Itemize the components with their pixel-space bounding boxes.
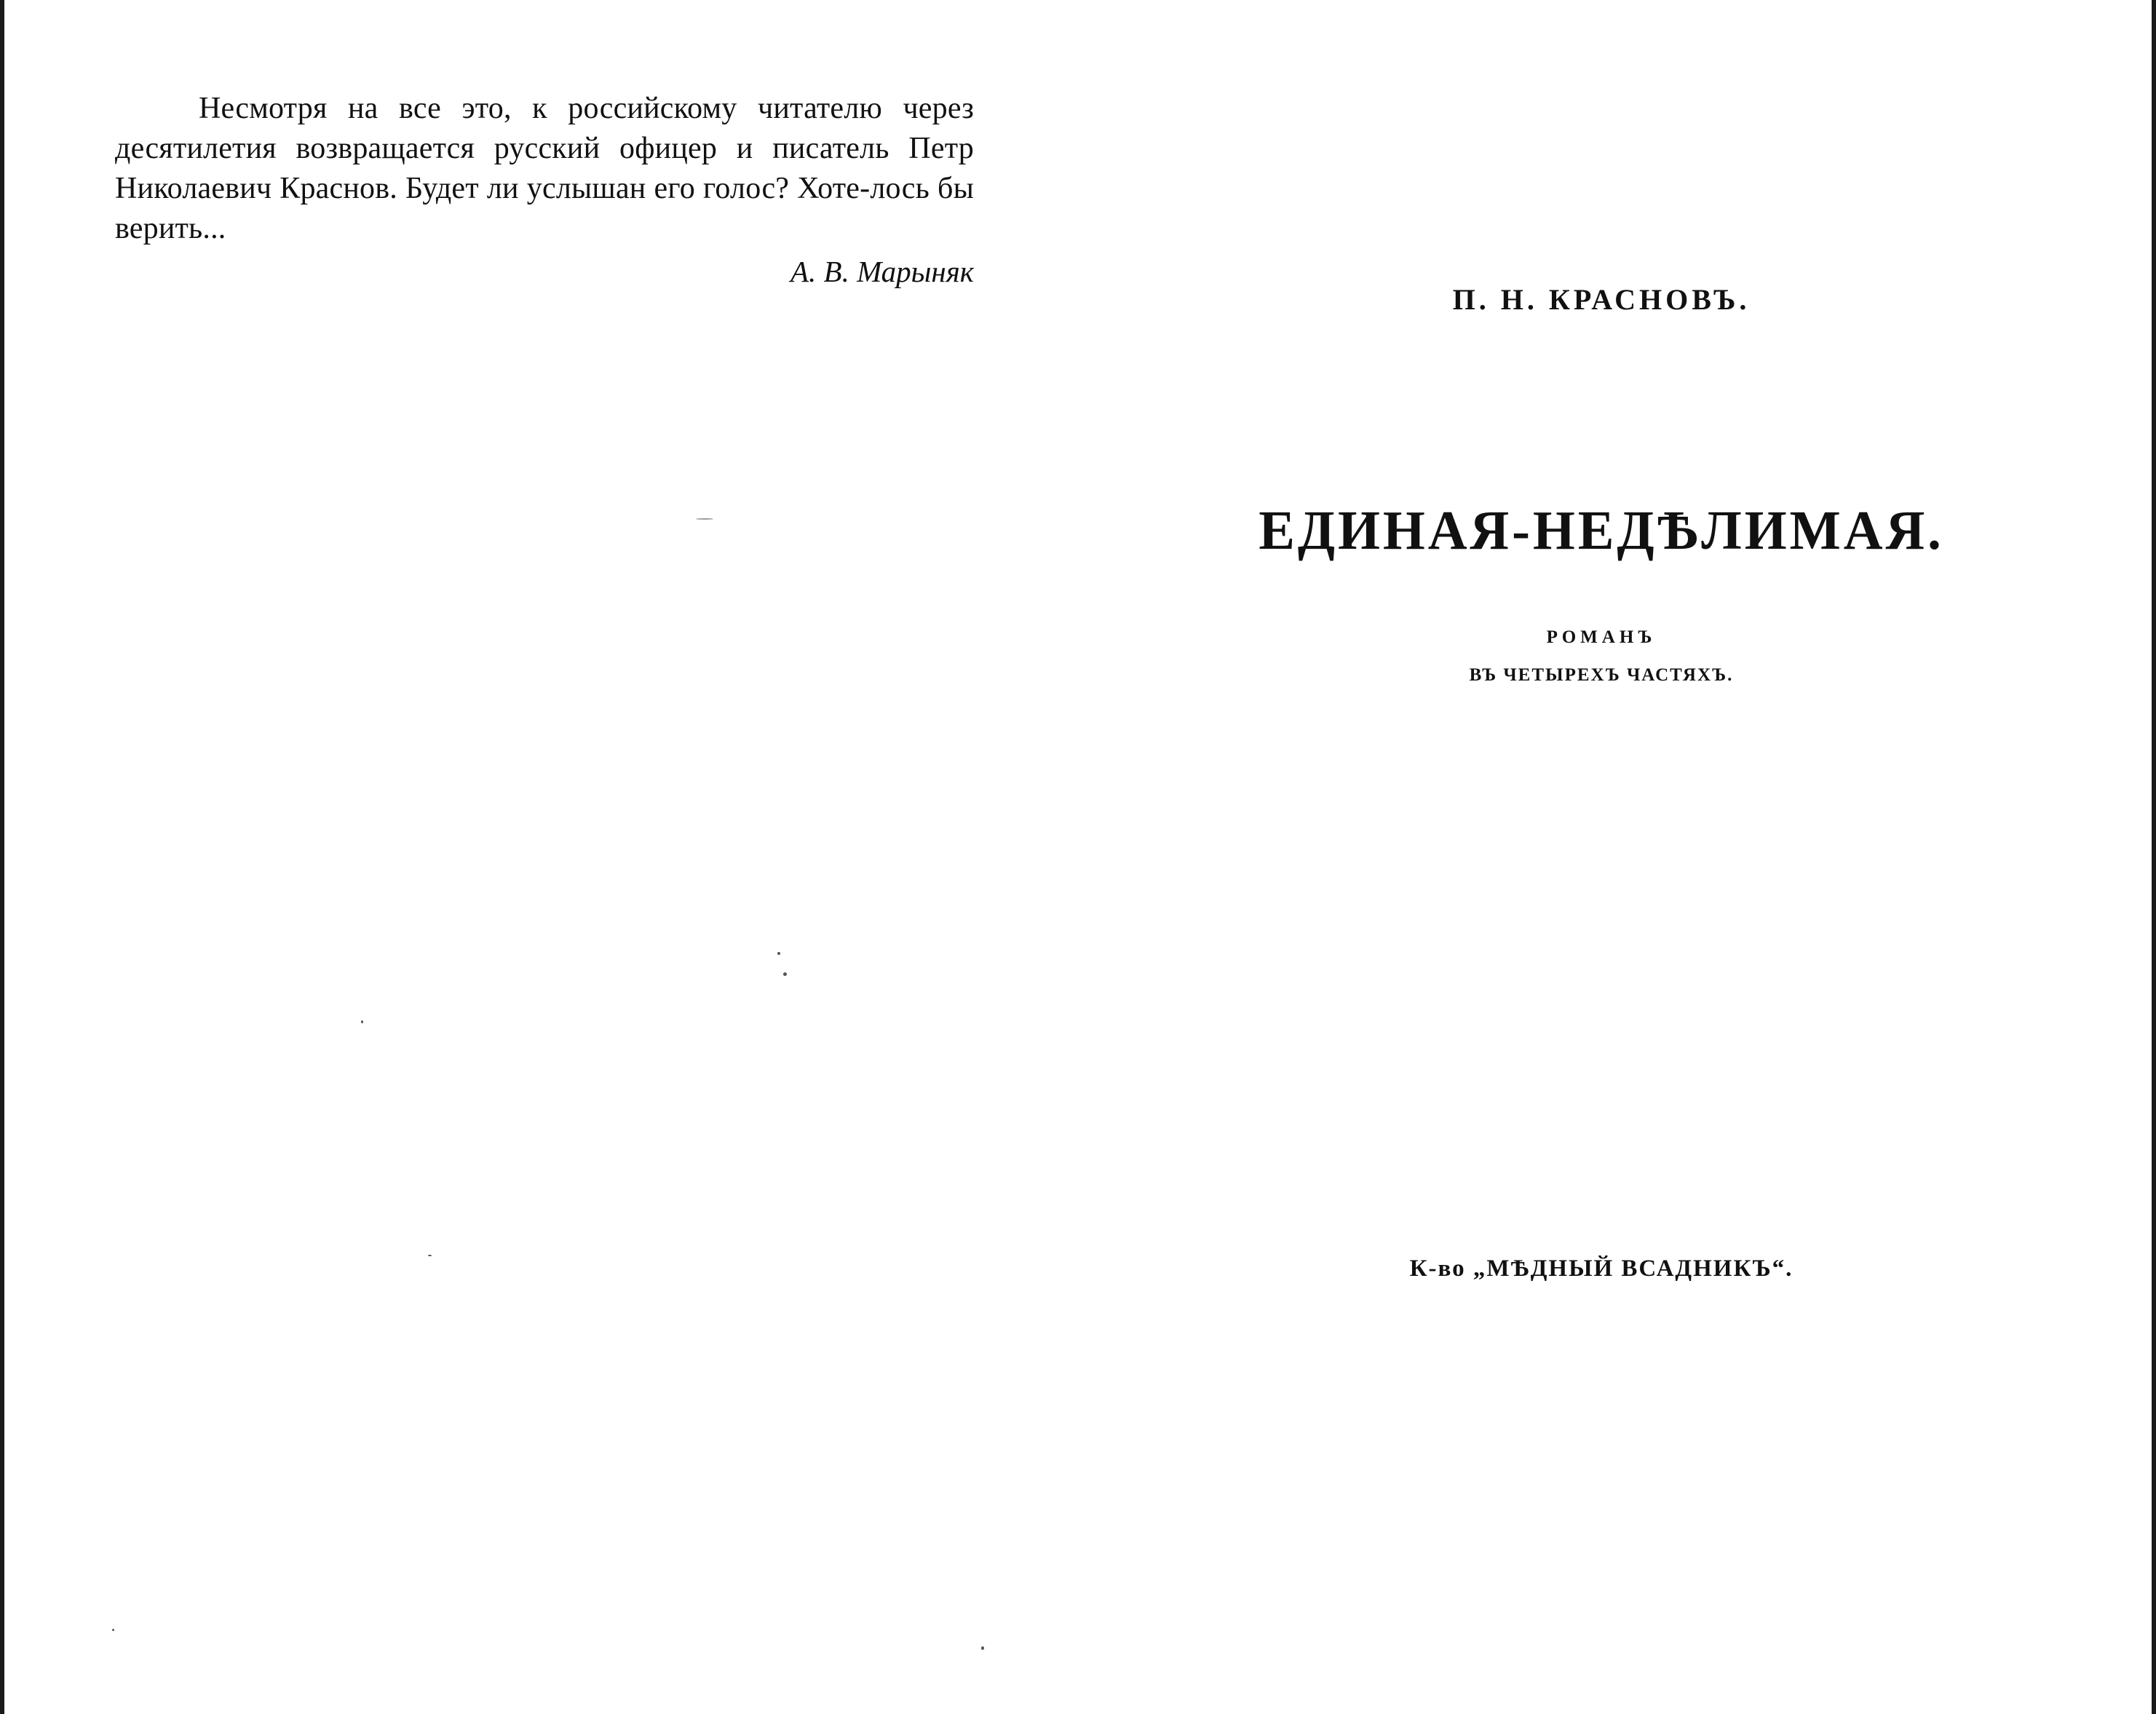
afterword-signature: А. В. Марыняк [790, 255, 974, 288]
scan-speck [428, 1255, 432, 1256]
genre-label: РОМАНЪ [1546, 627, 1657, 647]
author-name: П. Н. КРАСНОВЪ. [1452, 283, 1751, 316]
scan-edge-left [0, 0, 4, 1714]
title-page [1237, 0, 1965, 1714]
book-title: ЕДИНАЯ-НЕДѢЛИМАЯ. [1259, 500, 1944, 561]
scan-speck [112, 1629, 114, 1631]
scan-speck [361, 1020, 363, 1023]
afterword-paragraph: Несмотря на все это, к российскому читателю через десятилетия возвращается русский офицер и писатель Петр Николаевич Краснов. Будет ли услышан его голос? Хоте-лось бы верить... [115, 92, 974, 245]
scan-speck [696, 518, 713, 520]
scan-edge-right [2152, 0, 2156, 1714]
scan-speck [777, 952, 780, 955]
parts-label: ВЪ ЧЕТЫРЕХЪ ЧАСТЯХЪ. [1469, 665, 1734, 685]
left-page [115, 89, 974, 292]
publisher-imprint: К-во „МѢДНЫЙ ВСАДНИКЪ“. [1409, 1255, 1794, 1282]
scan-speck [981, 1646, 984, 1650]
scan-speck [783, 972, 787, 976]
